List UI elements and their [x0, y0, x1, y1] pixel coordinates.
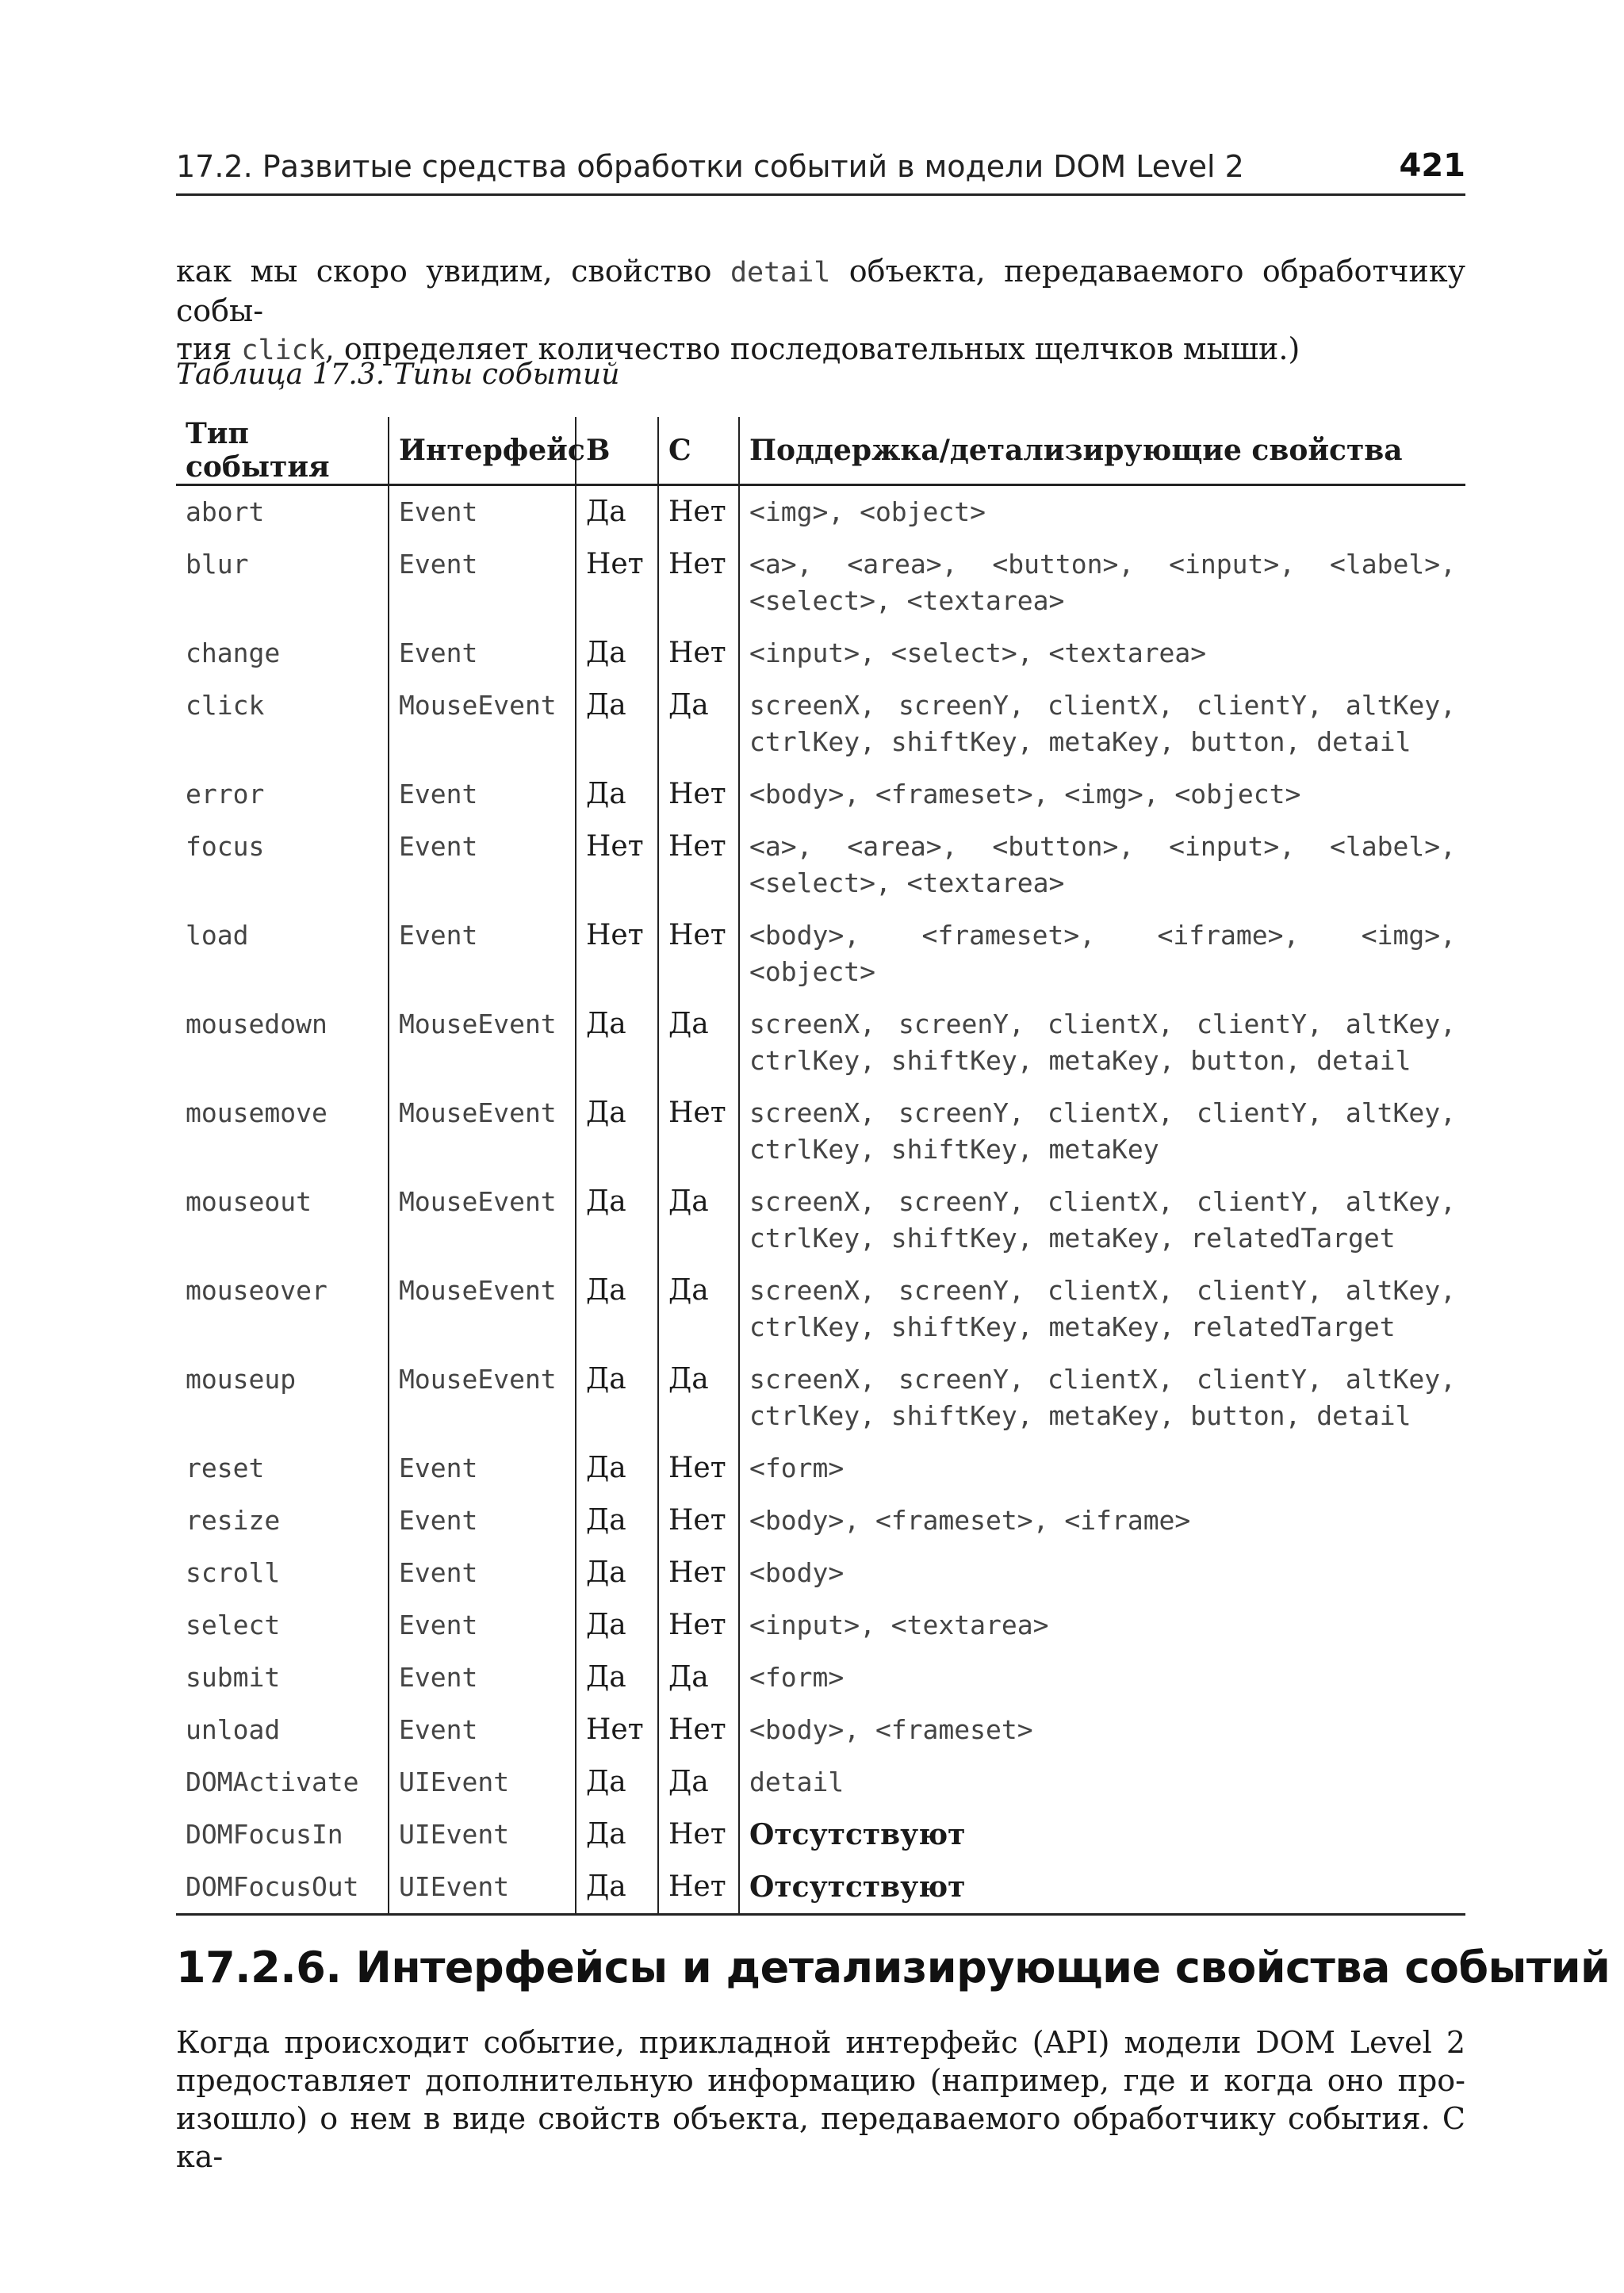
cell-support: <body>, <frameset>, <img>, <object> — [739, 768, 1465, 821]
cell-bubbles: Да — [576, 998, 658, 1087]
event-types-table — [176, 417, 1465, 1916]
cell-interface: MouseEvent — [389, 998, 576, 1087]
table-row — [176, 1547, 1465, 1599]
cell-bubbles: Да — [576, 1547, 658, 1599]
cell-cancelable: Да — [658, 1756, 739, 1809]
cell-cancelable: Нет — [658, 627, 739, 679]
cell-interface: UIEvent — [389, 1809, 576, 1861]
inline-code-detail: detail — [730, 257, 831, 289]
cell-interface: UIEvent — [389, 1861, 576, 1915]
cell-bubbles: Да — [576, 768, 658, 821]
cell-interface: Event — [389, 821, 576, 909]
cell-bubbles: Да — [576, 1809, 658, 1861]
table-row — [176, 1809, 1465, 1861]
cell-interface: MouseEvent — [389, 1353, 576, 1442]
cell-cancelable: Да — [658, 1265, 739, 1353]
cell-bubbles: Да — [576, 1087, 658, 1176]
cell-cancelable: Нет — [658, 1442, 739, 1495]
cell-bubbles: Да — [576, 1176, 658, 1265]
cell-cancelable: Нет — [658, 485, 739, 539]
cell-interface: MouseEvent — [389, 679, 576, 768]
cell-cancelable: Нет — [658, 1547, 739, 1599]
cell-support: <body>, <frameset>, <iframe> — [739, 1495, 1465, 1547]
cell-support: screenX, screenY, clientX, clientY, altKey, ctrlKey, shiftKey, metaKey, button, detail — [739, 1353, 1465, 1442]
cell-interface: Event — [389, 1652, 576, 1704]
column-header-type: Тип события — [176, 417, 389, 485]
cell-cancelable: Нет — [658, 1809, 739, 1861]
cell-cancelable: Да — [658, 679, 739, 768]
intro-line-2: тия click, определяет количество последовательных щелчков мыши.) — [176, 331, 1300, 366]
cell-cancelable: Нет — [658, 909, 739, 998]
cell-event-type: reset — [186, 1453, 265, 1483]
table-row — [176, 1176, 1465, 1265]
cell-cancelable: Да — [658, 1176, 739, 1265]
cell-bubbles: Нет — [576, 538, 658, 627]
cell-interface: Event — [389, 485, 576, 539]
table-caption: Таблица 17.3. Типы событий — [176, 358, 620, 391]
cell-cancelable: Нет — [658, 1087, 739, 1176]
table-row — [176, 1704, 1465, 1756]
intro-paragraph — [176, 252, 1465, 369]
cell-event-type: mousemove — [186, 1097, 327, 1128]
cell-bubbles: Да — [576, 1442, 658, 1495]
table-row — [176, 998, 1465, 1087]
cell-support: <body>, <frameset>, <iframe>, <img>, <object> — [739, 909, 1465, 998]
table-row — [176, 909, 1465, 998]
table-row — [176, 1861, 1465, 1915]
intro-line-1: как мы скоро увидим, свойство detail объекта, передаваемого обработчику собы- — [176, 254, 1465, 328]
cell-event-type: mousedown — [186, 1009, 327, 1039]
cell-bubbles: Да — [576, 1353, 658, 1442]
cell-event-type: mouseout — [186, 1186, 312, 1217]
cell-cancelable: Нет — [658, 1599, 739, 1652]
cell-cancelable: Да — [658, 1353, 739, 1442]
cell-bubbles: Нет — [576, 909, 658, 998]
cell-event-type: mouseover — [186, 1275, 327, 1306]
running-title: 17.2. Развитые средства обработки событий в модели DOM Level 2 — [176, 149, 1244, 184]
table-body — [176, 485, 1465, 1915]
running-head — [176, 147, 1465, 196]
cell-bubbles: Да — [576, 1495, 658, 1547]
table-row — [176, 1756, 1465, 1809]
cell-interface: Event — [389, 909, 576, 998]
cell-bubbles: Нет — [576, 821, 658, 909]
table-row — [176, 1495, 1465, 1547]
cell-event-type: blur — [186, 549, 249, 580]
cell-support: <form> — [739, 1652, 1465, 1704]
table-row — [176, 627, 1465, 679]
cell-interface: Event — [389, 538, 576, 627]
column-header-support: Поддержка/детализирующие свойства — [739, 417, 1465, 485]
cell-support: screenX, screenY, clientX, clientY, altKey, ctrlKey, shiftKey, metaKey, button, detail — [739, 998, 1465, 1087]
section-heading: 17.2.6. Интерфейсы и детализирующие свойства событий — [176, 1943, 1611, 1992]
section-paragraph — [176, 2023, 1465, 2176]
cell-interface: UIEvent — [389, 1756, 576, 1809]
column-header-interface: Интерфейс — [389, 417, 576, 485]
cell-bubbles: Да — [576, 1265, 658, 1353]
cell-support: <form> — [739, 1442, 1465, 1495]
cell-cancelable: Нет — [658, 768, 739, 821]
cell-bubbles: Да — [576, 1652, 658, 1704]
section-line-3: изошло) о нем в виде свойств объекта, передаваемого обработчику события. С ка- — [176, 2101, 1465, 2174]
cell-event-type: error — [186, 779, 265, 810]
cell-interface: MouseEvent — [389, 1265, 576, 1353]
cell-interface: Event — [389, 1599, 576, 1652]
table-row — [176, 1265, 1465, 1353]
cell-support: Отсутствуют — [739, 1809, 1465, 1861]
cell-support: <body>, <frameset> — [739, 1704, 1465, 1756]
table-row — [176, 768, 1465, 821]
cell-bubbles: Да — [576, 485, 658, 539]
cell-interface: Event — [389, 1547, 576, 1599]
cell-event-type: abort — [186, 496, 265, 527]
cell-support: <input>, <textarea> — [739, 1599, 1465, 1652]
cell-event-type: DOMActivate — [186, 1767, 359, 1797]
section-line-2: предоставляет дополнительную информацию (например, где и когда оно про- — [176, 2063, 1465, 2098]
cell-event-type: focus — [186, 831, 265, 862]
cell-cancelable: Нет — [658, 1704, 739, 1756]
section-line-1: Когда происходит событие, прикладной интерфейс (API) модели DOM Level 2 — [176, 2025, 1465, 2060]
cell-cancelable: Нет — [658, 1495, 739, 1547]
table-row — [176, 821, 1465, 909]
cell-event-type: select — [186, 1610, 281, 1640]
cell-interface: Event — [389, 1704, 576, 1756]
cell-event-type: change — [186, 637, 281, 668]
cell-interface: Event — [389, 1442, 576, 1495]
table-row — [176, 1442, 1465, 1495]
table-row — [176, 679, 1465, 768]
cell-support: <a>, <area>, <button>, <input>, <label>, <select>, <textarea> — [739, 538, 1465, 627]
cell-bubbles: Да — [576, 1861, 658, 1915]
cell-support: Отсутствуют — [739, 1861, 1465, 1915]
cell-support: screenX, screenY, clientX, clientY, altKey, ctrlKey, shiftKey, metaKey — [739, 1087, 1465, 1176]
cell-cancelable: Да — [658, 998, 739, 1087]
cell-event-type: submit — [186, 1662, 281, 1693]
cell-event-type: scroll — [186, 1557, 281, 1588]
cell-interface: Event — [389, 1495, 576, 1547]
cell-interface: Event — [389, 627, 576, 679]
cell-event-type: DOMFocusOut — [176, 1861, 389, 1915]
cell-event-type: resize — [186, 1505, 281, 1536]
column-header-b: B — [576, 417, 658, 485]
cell-event-type: unload — [186, 1714, 281, 1745]
cell-interface: MouseEvent — [389, 1176, 576, 1265]
cell-bubbles: Да — [576, 627, 658, 679]
cell-support: <a>, <area>, <button>, <input>, <label>, <select>, <textarea> — [739, 821, 1465, 909]
cell-support: detail — [739, 1756, 1465, 1809]
cell-support: <input>, <select>, <textarea> — [739, 627, 1465, 679]
cell-event-type: load — [186, 920, 249, 951]
table-row — [176, 1599, 1465, 1652]
table-row — [176, 538, 1465, 627]
cell-event-type: click — [186, 690, 265, 721]
cell-support: <body> — [739, 1547, 1465, 1599]
cell-cancelable: Нет — [658, 538, 739, 627]
table-row — [176, 1353, 1465, 1442]
inline-code-click: click — [241, 335, 325, 366]
cell-bubbles: Да — [576, 1756, 658, 1809]
table-header-row — [176, 417, 1465, 485]
cell-cancelable: Да — [658, 1652, 739, 1704]
cell-support: <img>, <object> — [739, 485, 1465, 539]
table-row — [176, 485, 1465, 539]
cell-event-type: DOMFocusIn — [186, 1819, 343, 1850]
cell-interface: Event — [389, 768, 576, 821]
column-header-c: C — [658, 417, 739, 485]
cell-bubbles: Да — [576, 1599, 658, 1652]
cell-interface: MouseEvent — [389, 1087, 576, 1176]
table-row — [176, 1087, 1465, 1176]
cell-bubbles: Да — [576, 679, 658, 768]
page-number: 421 — [1399, 147, 1465, 184]
cell-support: screenX, screenY, clientX, clientY, altKey, ctrlKey, shiftKey, metaKey, button, detail — [739, 679, 1465, 768]
cell-bubbles: Нет — [576, 1704, 658, 1756]
cell-event-type: mouseup — [186, 1364, 297, 1395]
table-row — [176, 1652, 1465, 1704]
cell-support: screenX, screenY, clientX, clientY, altKey, ctrlKey, shiftKey, metaKey, relatedTarget — [739, 1265, 1465, 1353]
cell-cancelable: Нет — [658, 1861, 739, 1915]
cell-support: screenX, screenY, clientX, clientY, altKey, ctrlKey, shiftKey, metaKey, relatedTarget — [739, 1176, 1465, 1265]
cell-cancelable: Нет — [658, 821, 739, 909]
